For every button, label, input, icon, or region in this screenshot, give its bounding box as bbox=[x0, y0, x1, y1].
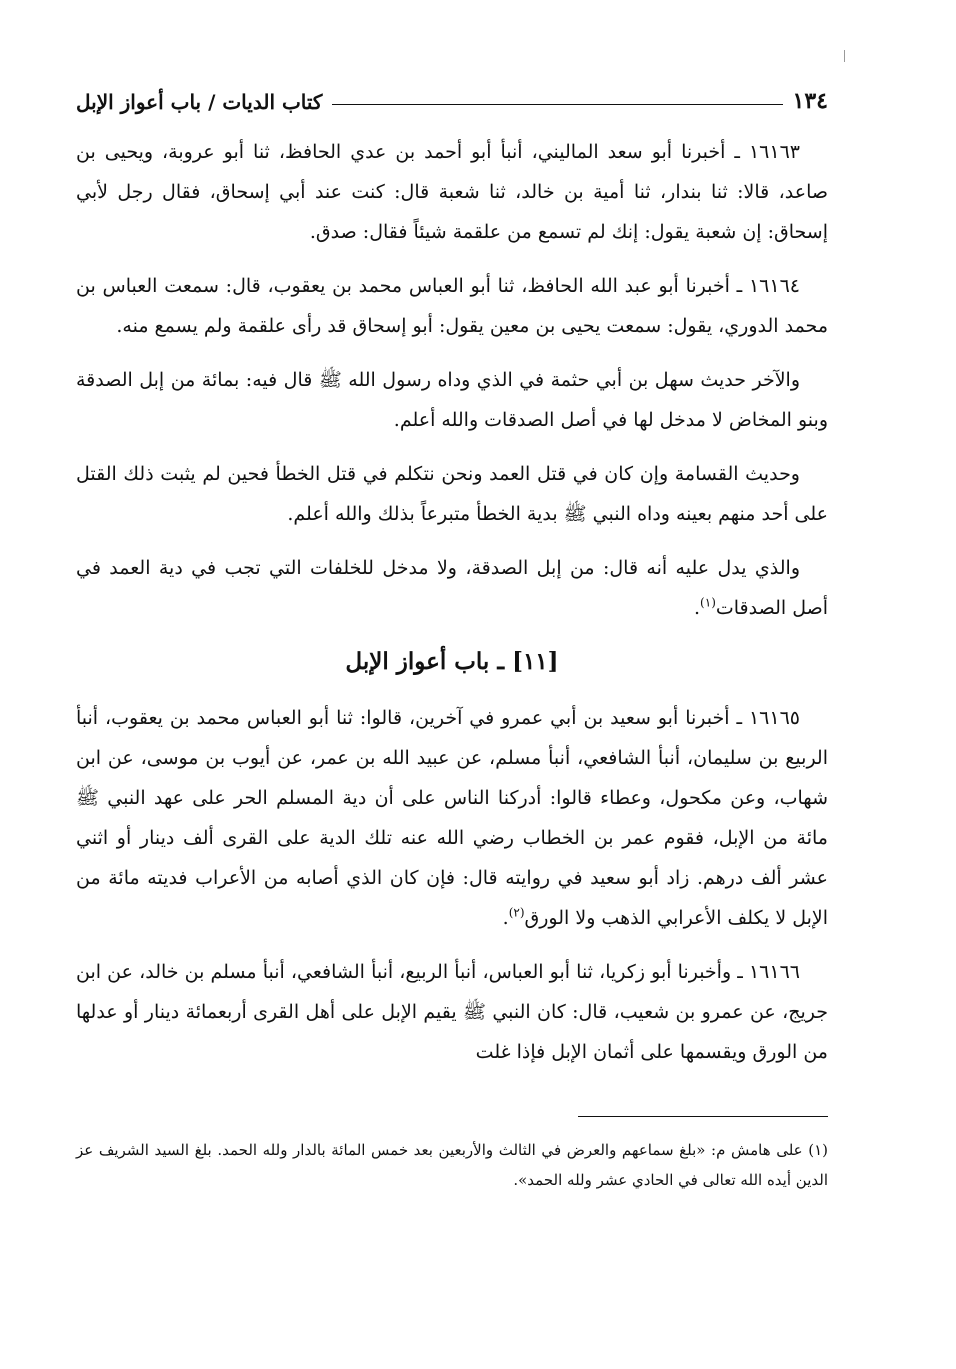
page-edge-mark bbox=[844, 50, 845, 62]
hadith-16165-end: . bbox=[502, 907, 509, 929]
footnote-ref-1[interactable]: (١) bbox=[700, 595, 716, 610]
footnote-separator bbox=[578, 1116, 828, 1117]
commentary-qasama: وحديث القسامة وإن كان في قتل العمد ونحن نتكلم في قتل الخطأ فحين لم يثبت ذلك القتل على أحد منهم بعينه وداه النبي ﷺ بدية الخطأ متبرعاً بذلك والله أعلم. bbox=[76, 463, 828, 525]
section-heading: [١١] ـ باب أعواز الإبل bbox=[345, 648, 559, 675]
commentary-sadaqa-text: والذي يدل عليه أنه قال: من إبل الصدقة، ولا مدخل للخلفات التي تجب في دية العمد في أصل الصدقات bbox=[76, 557, 828, 619]
hadith-16165-text: ١٦١٦٥ ـ أخبرنا أبو سعيد بن أبي عمرو في آخرين، قالوا: ثنا أبو العباس محمد بن يعقوب، أنبأ الربيع بن سليمان، أنبأ الشافعي، أنبأ مسلم، عن عبيد الله بن عمر، عن أيوب بن موسى، عن ابن شهاب، وعن مكحول، وعطاء قالوا: أدركنا الناس على أن دية المسلم الحر على عهد النبي ﷺ مائة من الإبل، فقوم عمر بن الخطاب رضي الله عنه تلك الدية على القرى ألف دينار أو اثني عشر ألف درهم. زاد أبو سعيد في روايته قال: فإن كان الذي أصابه من الأعراب فديته مائة من الإبل لا يكلف الأعرابي الذهب ولا الورق bbox=[76, 707, 828, 929]
running-header bbox=[76, 78, 828, 112]
hadith-16163: ١٦١٦٣ ـ أخبرنا أبو سعد الماليني، أنبأ أبو أحمد بن عدي الحافظ، ثنا أبو عروبة، ويحيى بن صاعد، قالا: ثنا بندار، ثنا أمية بن خالد، ثنا شعبة قال: كنت عند أبي إسحاق، فقال رجل لأبي إسحاق: إن شعبة يقول: إنك لم تسمع من علقمة شيئاً فقال: صدق. bbox=[76, 141, 828, 243]
hadith-16165 bbox=[76, 698, 828, 938]
commentary-sadaqa bbox=[76, 548, 828, 628]
footnote-ref-2[interactable]: (٢) bbox=[508, 905, 525, 920]
hadith-16164: ١٦١٦٤ ـ أخبرنا أبو عبد الله الحافظ، ثنا أبو العباس محمد بن يعقوب، قال: سمعت العباس بن محمد الدوري، يقول: سمعت يحيى بن معين يقول: أبو إسحاق قد رأى علقمة ولم يسمع منه. bbox=[76, 275, 828, 337]
commentary-sadaqa-end: . bbox=[694, 597, 701, 619]
running-title: كتاب الديات / باب أعواز الإبل bbox=[76, 90, 323, 114]
page-number: ١٣٤ bbox=[792, 88, 828, 114]
commentary-sahl: والآخر حديث سهل بن أبي حثمة في الذي وداه رسول الله ﷺ قال فيه: بمائة من إبل الصدقة وبنو المخاض لا مدخل لها في أصل الصدقات والله أعلم. bbox=[76, 369, 828, 431]
footnote-1: (١) على هامش م: «بلغ سماعهم والعرض في الثالث والأربعين بعد خمس المائة بالدار ولله الحمد. بلغ السيد الشريف عز الدين أيده الله تعالى في الحادي عشر ولله الحمد». bbox=[76, 1141, 828, 1189]
book-page bbox=[76, 78, 828, 1195]
hadith-16166: ١٦١٦٦ ـ وأخبرنا أبو زكريا، ثنا أبو العباس، أنبأ الربيع، أنبأ الشافعي، أنبأ مسلم بن خالد، عن ابن جريج، عن عمرو بن شعيب، قال: كان النبي ﷺ يقيم الإبل على أهل القرى أربعمائة دينار أو عدلها من الورق ويقسمها على أثمان الإبل فإذا غلت bbox=[76, 961, 828, 1063]
header-rule bbox=[332, 104, 782, 105]
